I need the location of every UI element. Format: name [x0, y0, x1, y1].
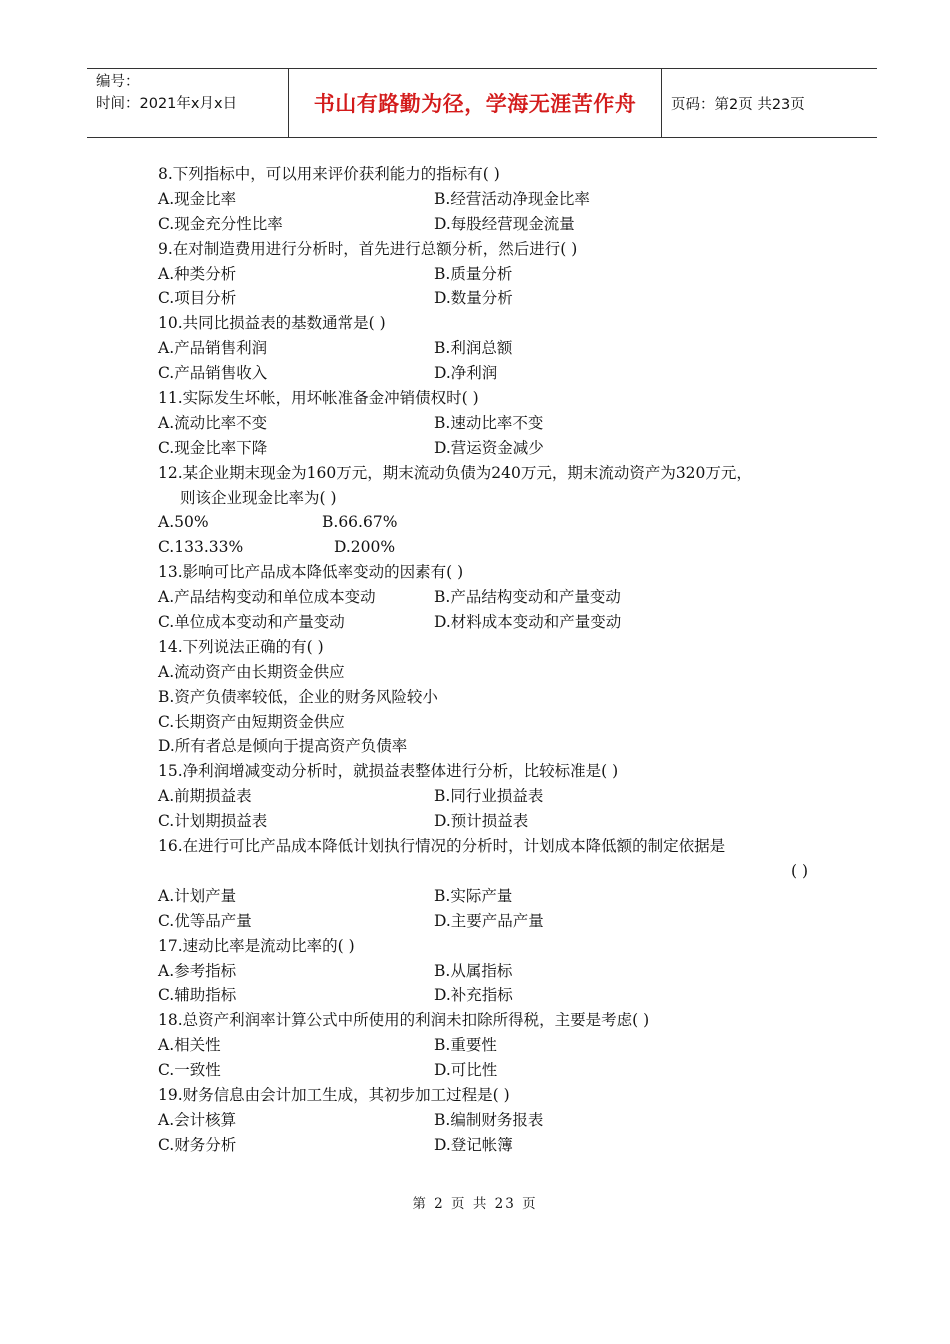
- option: B.资产负债率较低，企业的财务风险较小: [158, 687, 438, 706]
- question-stem: 18.总资产利润率计算公式中所使用的利润未扣除所得税，主要是考虑( ): [158, 1011, 650, 1030]
- option: C.财务分析: [158, 1135, 237, 1154]
- option: C.一致性: [158, 1061, 221, 1080]
- option-row: [158, 510, 818, 535]
- option: C.产品销售收入: [158, 364, 268, 383]
- option: D.主要产品产量: [434, 911, 544, 930]
- header-page-info: 页码：第2页 共23页: [671, 96, 805, 113]
- option-row: [158, 1033, 818, 1058]
- option: B.同行业损益表: [434, 787, 544, 806]
- option: D.所有者总是倾向于提高资产负债率: [158, 737, 408, 756]
- option-row: [158, 1133, 818, 1158]
- serial-number-label: 编号：: [96, 74, 140, 90]
- header-meta: [87, 69, 288, 137]
- option-row: [158, 1058, 818, 1083]
- option: C.优等品产量: [158, 911, 252, 930]
- option-row: [158, 585, 818, 610]
- question-list: [158, 162, 818, 1158]
- option: C.现金充分性比率: [158, 214, 283, 233]
- option: D.数量分析: [434, 289, 513, 308]
- question-stem: 11.实际发生坏帐，用坏帐准备金冲销债权时( ): [158, 389, 479, 408]
- option: D.可比性: [434, 1061, 498, 1080]
- option: D.净利润: [434, 364, 498, 383]
- question-stem: 12.某企业期末现金为160万元，期末流动负债为240万元，期末流动资产为320万元，: [158, 463, 752, 482]
- option: C.计划期损益表: [158, 812, 268, 831]
- option: D.200%: [334, 538, 396, 557]
- option: B.重要性: [434, 1036, 497, 1055]
- option: A.流动资产由长期资金供应: [158, 662, 345, 681]
- question-stem: 16.在进行可比产品成本降低计划执行情况的分析时，计划成本降低额的制定依据是: [158, 837, 726, 856]
- answer-parentheses: ( ): [790, 861, 808, 880]
- option: B.利润总额: [434, 339, 513, 358]
- option: D.营运资金减少: [434, 438, 544, 457]
- option: B.编制财务报表: [434, 1110, 544, 1129]
- option: A.计划产量: [158, 886, 237, 905]
- option-row: [158, 959, 818, 984]
- option: C.现金比率下降: [158, 438, 268, 457]
- option: D.材料成本变动和产量变动: [434, 613, 622, 632]
- option: C.长期资产由短期资金供应: [158, 712, 345, 731]
- option: D.预计损益表: [434, 812, 529, 831]
- option-row: [158, 361, 818, 386]
- option: A.相关性: [158, 1036, 221, 1055]
- option: A.前期损益表: [158, 787, 252, 806]
- date-label: 时间：2021年x月x日: [96, 96, 238, 112]
- option: D.每股经营现金流量: [434, 214, 575, 233]
- option: D.登记帐簿: [434, 1135, 513, 1154]
- question-stem: 19.财务信息由会计加工生成，其初步加工过程是( ): [158, 1085, 510, 1104]
- option: D.补充指标: [434, 986, 513, 1005]
- question-stem: 9.在对制造费用进行分析时，首先进行总额分析，然后进行( ): [158, 239, 578, 258]
- header-motto: 书山有路勤为径，学海无涯苦作舟: [288, 69, 662, 137]
- option-row: [158, 809, 818, 834]
- option: A.参考指标: [158, 961, 237, 980]
- option-row: [158, 262, 818, 287]
- option: A.种类分析: [158, 264, 237, 283]
- option-row: [158, 884, 818, 909]
- option-row: [158, 784, 818, 809]
- option: B.产品结构变动和产量变动: [434, 588, 621, 607]
- option-row: [158, 909, 818, 934]
- question-stem-continued: 则该企业现金比率为( ): [180, 488, 337, 507]
- question-stem: 14.下列说法正确的有( ): [158, 637, 324, 656]
- option-row: [158, 436, 818, 461]
- option: B.速动比率不变: [434, 413, 544, 432]
- option: C.133.33%: [158, 538, 244, 557]
- option: A.流动比率不变: [158, 413, 268, 432]
- question-stem: 10.共同比损益表的基数通常是( ): [158, 314, 386, 333]
- option-row: [158, 535, 818, 560]
- question-stem: 13.影响可比产品成本降低率变动的因素有( ): [158, 563, 464, 582]
- option-row: [158, 187, 818, 212]
- question-stem: 8.下列指标中，可以用来评价获利能力的指标有( ): [158, 165, 500, 183]
- option-row: [158, 610, 818, 635]
- option-row: [158, 411, 818, 436]
- page-footer: 第 2 页 共 23 页: [412, 1196, 538, 1212]
- option: A.产品销售利润: [158, 339, 268, 358]
- option: C.辅助指标: [158, 986, 237, 1005]
- page-header: [87, 68, 877, 138]
- question-stem: 17.速动比率是流动比率的( ): [158, 936, 355, 955]
- option: B.实际产量: [434, 886, 513, 905]
- option-row: [158, 336, 818, 361]
- question-stem: 15.净利润增减变动分析时，就损益表整体进行分析，比较标准是( ): [158, 762, 619, 781]
- option: B.66.67%: [322, 513, 398, 532]
- option: A.产品结构变动和单位成本变动: [158, 588, 376, 607]
- option-row: [158, 212, 818, 237]
- option-row: [158, 286, 818, 311]
- option: A.50%: [158, 513, 209, 532]
- option: C.单位成本变动和产量变动: [158, 613, 345, 632]
- option: B.经营活动净现金比率: [434, 189, 590, 208]
- option-row: [158, 1108, 818, 1133]
- option-row: [158, 983, 818, 1008]
- option: B.质量分析: [434, 264, 513, 283]
- option: A.现金比率: [158, 189, 237, 208]
- option: B.从属指标: [434, 961, 513, 980]
- option: A.会计核算: [158, 1110, 237, 1129]
- option: C.项目分析: [158, 289, 237, 308]
